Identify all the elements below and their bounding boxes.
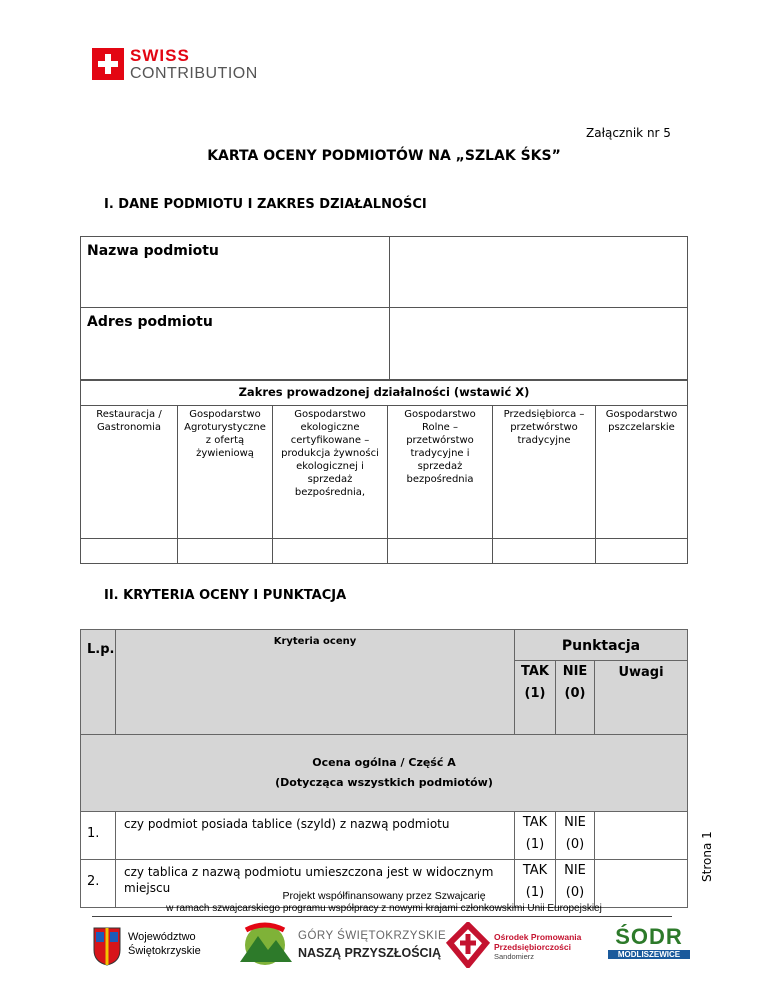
logo2-line2: NASZĄ PRZYSZŁOŚCIĄ xyxy=(298,946,442,960)
annex-label: Załącznik nr 5 xyxy=(586,126,671,140)
logo2-line1: GÓRY ŚWIĘTOKRZYSKIE xyxy=(298,930,447,942)
name-field[interactable] xyxy=(390,237,688,308)
category-agrotourism: Gospodarstwo Agroturystyczne z ofertą żywieniową xyxy=(178,406,273,539)
answer-no-label: NIE xyxy=(564,863,586,878)
col-remarks: Uwagi xyxy=(595,661,688,735)
row-number: 2. xyxy=(81,860,116,908)
scope-check-organic-farm[interactable] xyxy=(273,539,388,564)
footer-line1: Projekt współfinansowany przez Szwajcarię xyxy=(282,890,486,902)
col-no-value: (0) xyxy=(564,686,586,701)
answer-yes-label: TAK xyxy=(522,815,548,830)
logo4-title: ŚODR xyxy=(615,924,683,949)
part-a-title: Ocena ogólna / Część A xyxy=(312,756,456,769)
logo3-line2: Przedsiębiorczości xyxy=(494,942,572,952)
col-no xyxy=(556,661,595,735)
scope-header: Zakres prowadzonej działalności (wstawić X) xyxy=(81,381,688,406)
logo4-subtitle: MODLISZEWICE xyxy=(608,950,690,959)
section2-title: II. KRYTERIA OCENY I PUNKTACJA xyxy=(104,588,347,603)
col-yes xyxy=(515,661,556,735)
criterion-text: czy tablica z nazwą podmiotu umieszczona jest w widocznym miejscu xyxy=(116,860,515,908)
col-lp: L.p. xyxy=(81,630,116,735)
category-restaurant: Restauracja / Gastronomia xyxy=(81,406,178,539)
logo3-line1: Ośrodek Promowania xyxy=(494,932,582,942)
col-criteria: Kryteria oceny xyxy=(116,630,515,735)
scope-check-processor[interactable] xyxy=(493,539,596,564)
criterion-text: czy podmiot posiada tablice (szyld) z nazwą podmiotu xyxy=(116,812,515,860)
category-beekeeping: Gospodarstwo pszczelarskie xyxy=(596,406,688,539)
answer-yes-value: (1) xyxy=(525,837,545,852)
category-organic-farm: Gospodarstwo ekologiczne certyfikowane – produkcja żywności ekologicznej i sprzedaż bezpośrednia, xyxy=(273,406,388,539)
swiss-cross-icon xyxy=(92,48,124,80)
category-processor: Przedsiębiorca – przetwórstwo tradycyjne xyxy=(493,406,596,539)
knot-logo-icon xyxy=(446,922,490,968)
scope-check-agrotourism[interactable] xyxy=(178,539,273,564)
col-yes-value: (1) xyxy=(524,686,546,701)
row-number: 1. xyxy=(81,812,116,860)
answer-yes-value: (1) xyxy=(525,885,545,900)
logo3-line3: Sandomierz xyxy=(494,952,535,961)
logo1-line2: Świętokrzyskie xyxy=(128,945,201,957)
address-label: Adres podmiotu xyxy=(81,308,390,380)
footer-line2: w ramach szwajcarskiego programu współpracy z nowymi krajami członkowskimi Unii Europejskiej xyxy=(166,903,602,914)
criteria-table xyxy=(80,629,688,908)
mountains-logo-icon xyxy=(236,922,294,968)
scope-check-beekeeping[interactable] xyxy=(596,539,688,564)
part-a-header xyxy=(81,735,688,812)
coat-of-arms-icon xyxy=(92,926,122,966)
remarks-field[interactable] xyxy=(595,812,688,860)
logo1-line1: Województwo xyxy=(128,931,196,943)
col-no-label: NIE xyxy=(562,664,588,679)
logo-text-swiss: SWISS xyxy=(130,46,190,65)
answer-no-label: NIE xyxy=(564,815,586,830)
scope-table xyxy=(80,380,688,564)
answer-yes-label: TAK xyxy=(522,863,548,878)
answer-no-value: (0) xyxy=(565,885,585,900)
scope-check-farm[interactable] xyxy=(388,539,493,564)
category-farm: Gospodarstwo Rolne – przetwórstwo tradycyjne i sprzedaż bezpośrednia xyxy=(388,406,493,539)
entity-table xyxy=(80,236,688,380)
col-points: Punktacja xyxy=(515,630,688,661)
col-yes-label: TAK xyxy=(521,664,549,679)
answer-yes[interactable] xyxy=(515,812,556,860)
document-title: KARTA OCENY PODMIOTÓW NA „SZLAK ŚKS” xyxy=(207,148,561,164)
logo-text-contribution: CONTRIBUTION xyxy=(130,65,258,82)
name-label: Nazwa podmiotu xyxy=(81,237,390,308)
answer-no-value: (0) xyxy=(565,837,585,852)
address-field[interactable] xyxy=(390,308,688,380)
page-number: Strona 1 xyxy=(700,831,714,882)
answer-no[interactable] xyxy=(556,812,595,860)
part-a-subtitle: (Dotycząca wszystkich podmiotów) xyxy=(275,776,493,789)
scope-check-restaurant[interactable] xyxy=(81,539,178,564)
footer-divider xyxy=(92,916,672,917)
section1-title: I. DANE PODMIOTU I ZAKRES DZIAŁALNOŚCI xyxy=(104,197,427,212)
